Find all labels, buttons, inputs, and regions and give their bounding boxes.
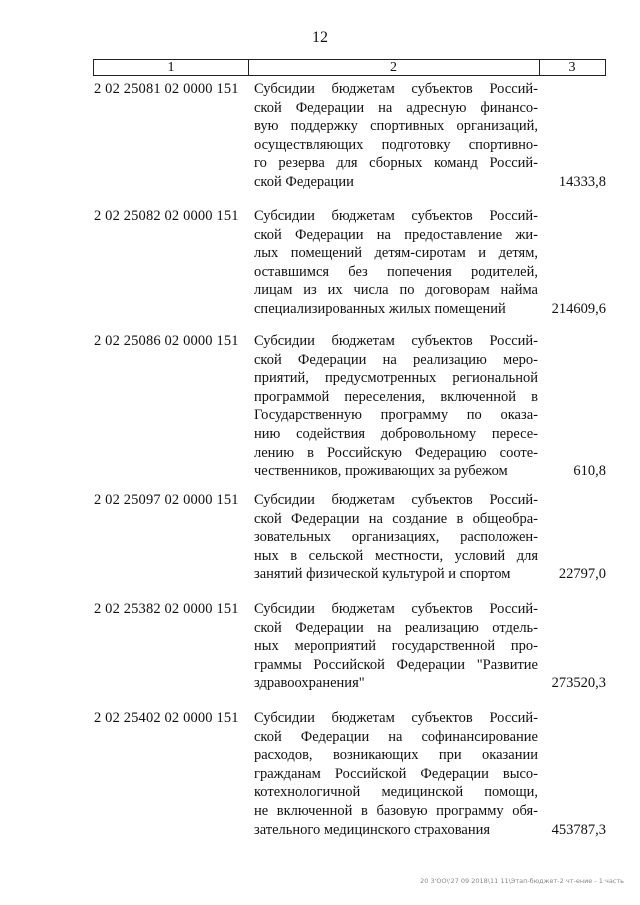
description: [254, 600, 538, 693]
column-header-3: 3: [568, 60, 576, 75]
column-header-1: 1: [94, 60, 249, 75]
description-line: Субсидии бюджетам субъектов Россий-: [254, 601, 538, 617]
description-line: ской Федерации на предоставление жи-: [254, 226, 538, 243]
description-line: ской Федерации на адресную финансо-: [254, 99, 538, 116]
description-line: ных в сельской местности, условий для: [254, 547, 538, 564]
description-line: лых помещений детям-сиротам и детям,: [254, 245, 538, 262]
description-line: зательного медицинского страхования: [254, 821, 491, 838]
budget-code: 2 02 25097 02 0000 151: [94, 492, 239, 508]
column-header-2: 2: [248, 60, 540, 75]
description: [254, 709, 538, 839]
description-line: нию содействия добровольному пересе-: [254, 425, 538, 442]
description-line: программой переселения, включенной в: [254, 388, 538, 405]
budget-code: 2 02 25081 02 0000 151: [94, 81, 239, 97]
description-line: лицам из их числа по договорам найма: [254, 282, 538, 299]
description-line: Государственную программу по оказа-: [254, 407, 538, 424]
amount: 214609,6: [551, 301, 606, 317]
footer-file-stamp: 20 3'ОО\'27 09 2018\11 11\Этап-бюджет-2 чт-ение - 1 часть: [420, 877, 624, 885]
description-line: чественников, проживающих за рубежом: [254, 463, 508, 480]
description-line: приятий, предусмотренных региональной: [254, 370, 538, 387]
description-line: Субсидии бюджетам субъектов Россий-: [254, 81, 538, 97]
description-line: не включенной в базовую программу обя-: [254, 802, 538, 819]
budget-code: 2 02 25082 02 0000 151: [94, 208, 239, 224]
description-line: граммы Российской Федерации "Развитие: [254, 656, 538, 673]
budget-code: 2 02 25402 02 0000 151: [94, 710, 239, 726]
description-line: го резерва для сборных команд Россий-: [254, 155, 538, 172]
description-line: ской Федерации: [254, 173, 354, 190]
table-column-header: [93, 59, 606, 76]
description-line: зовательных организациях, расположен-: [254, 529, 538, 546]
description: [254, 491, 538, 584]
amount: 610,8: [573, 463, 606, 480]
description-line: вую поддержку спортивных организаций,: [254, 118, 538, 135]
page-number: 12: [312, 29, 328, 46]
description-line: осуществляющих подготовку спортивно-: [254, 136, 538, 153]
description-line: Субсидии бюджетам субъектов Россий-: [254, 492, 538, 508]
description: [254, 332, 538, 481]
description-line: здравоохранения": [254, 675, 365, 692]
description-line: ных мероприятий государственной про-: [254, 638, 538, 655]
description-line: занятий физической культурой и спортом: [254, 566, 511, 583]
amount: 22797,0: [558, 566, 606, 583]
description-line: оставшимся без попечения родителей,: [254, 263, 538, 280]
description-line: Субсидии бюджетам субъектов Россий-: [254, 710, 538, 726]
description-line: Субсидии бюджетам субъектов Россий-: [254, 333, 538, 349]
description-line: ской Федерации на реализацию отдель-: [254, 619, 538, 636]
amount: 453787,3: [551, 821, 606, 838]
amount: 14333,8: [558, 174, 606, 190]
amount: 273520,3: [551, 675, 606, 692]
description-line: расходов, возникающих при оказании: [254, 747, 538, 764]
description-line: лению в Российскую Федерацию сооте-: [254, 444, 538, 461]
description: [254, 80, 538, 192]
description-line: гражданам Российской Федерации высо-: [254, 765, 538, 782]
budget-code: 2 02 25382 02 0000 151: [94, 601, 239, 617]
description-line: ской Федерации на софинансирование: [254, 728, 538, 745]
description-line: Субсидии бюджетам субъектов Россий-: [254, 208, 538, 224]
budget-code: 2 02 25086 02 0000 151: [94, 333, 239, 349]
description-line: ской Федерации на реализацию меро-: [254, 351, 538, 368]
description-line: ской Федерации на создание в общеобра-: [254, 510, 538, 527]
description-line: специализированных жилых помещений: [254, 300, 506, 317]
description: [254, 207, 538, 319]
description-line: котехнологичной медицинской помощи,: [254, 784, 538, 801]
